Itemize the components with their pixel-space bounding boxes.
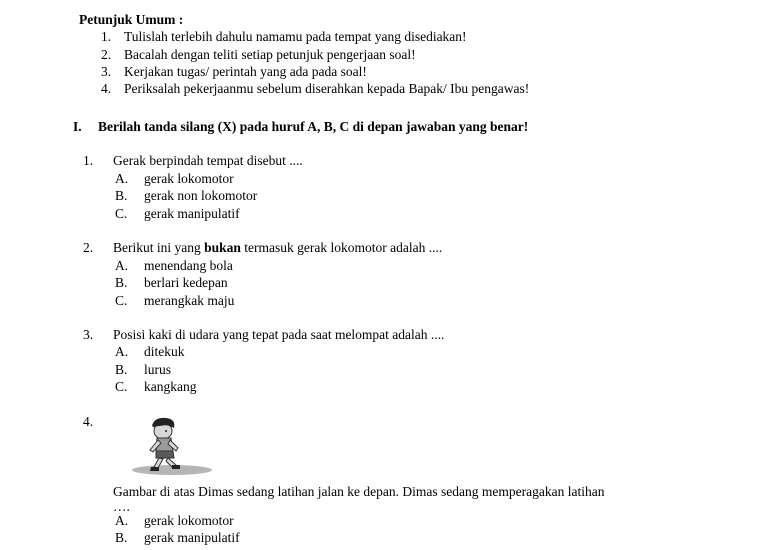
option-letter: C. — [115, 379, 128, 394]
instruction-text: Periksalah pekerjaanmu sebelum diserahkan kepada Bapak/ Ibu pengawas! — [124, 81, 530, 96]
instruction-number: 1. — [101, 29, 112, 44]
instructions-title: Petunjuk Umum : — [79, 12, 184, 27]
instruction-number: 4. — [101, 81, 112, 96]
question-text-continuation: …. — [113, 499, 130, 514]
option-letter: A. — [115, 513, 129, 528]
question-text: Posisi kaki di udara yang tepat pada saat melompat adalah .... — [113, 327, 445, 342]
option-text: gerak lokomotor — [144, 171, 234, 186]
option-letter: C. — [115, 293, 128, 308]
option-text: menendang bola — [144, 258, 233, 273]
option-text: gerak lokomotor — [144, 513, 234, 528]
option-letter: B. — [115, 275, 128, 290]
instruction-text: Tulislah terlebih dahulu namamu pada tempat yang disediakan! — [124, 29, 467, 44]
question-text — [113, 239, 442, 256]
option-text: gerak manipulatif — [144, 206, 240, 221]
option-letter: B. — [115, 188, 128, 203]
question-number: 3. — [83, 327, 94, 342]
option-text: ditekuk — [144, 344, 185, 359]
instruction-text: Bacalah dengan teliti setiap petunjuk pengerjaan soal! — [124, 47, 416, 62]
question-number: 4. — [83, 414, 94, 429]
question-number: 1. — [83, 153, 94, 168]
option-letter: C. — [115, 206, 128, 221]
option-letter: A. — [115, 171, 129, 186]
question-number: 2. — [83, 240, 94, 255]
option-letter: A. — [115, 258, 129, 273]
question-emphasis: bukan — [204, 240, 241, 255]
option-letter: B. — [115, 362, 128, 377]
option-text: gerak non lokomotor — [144, 188, 258, 203]
option-text: berlari kedepan — [144, 275, 228, 290]
option-text: merangkak maju — [144, 293, 235, 308]
question-text-part: Berikut ini yang — [113, 240, 205, 255]
question-text: Gambar di atas Dimas sedang latihan jalan ke depan. Dimas sedang memperagakan latihan — [113, 484, 605, 499]
option-letter: B. — [115, 530, 128, 545]
option-text: kangkang — [144, 379, 197, 394]
option-text: gerak manipulatif — [144, 530, 240, 545]
instruction-text: Kerjakan tugas/ perintah yang ada pada soal! — [124, 64, 367, 79]
option-text: lurus — [144, 362, 171, 377]
section-roman-numeral: I. — [73, 119, 82, 134]
instruction-number: 2. — [101, 47, 112, 62]
section-heading: Berilah tanda silang (X) pada huruf A, B, C di depan jawaban yang benar! — [98, 119, 529, 134]
option-letter: A. — [115, 344, 129, 359]
question-text-part: termasuk gerak lokomotor adalah .... — [240, 240, 443, 255]
instruction-number: 3. — [101, 64, 112, 79]
walking-boy-illustration — [116, 414, 216, 478]
question-text: Gerak berpindah tempat disebut .... — [113, 153, 303, 168]
